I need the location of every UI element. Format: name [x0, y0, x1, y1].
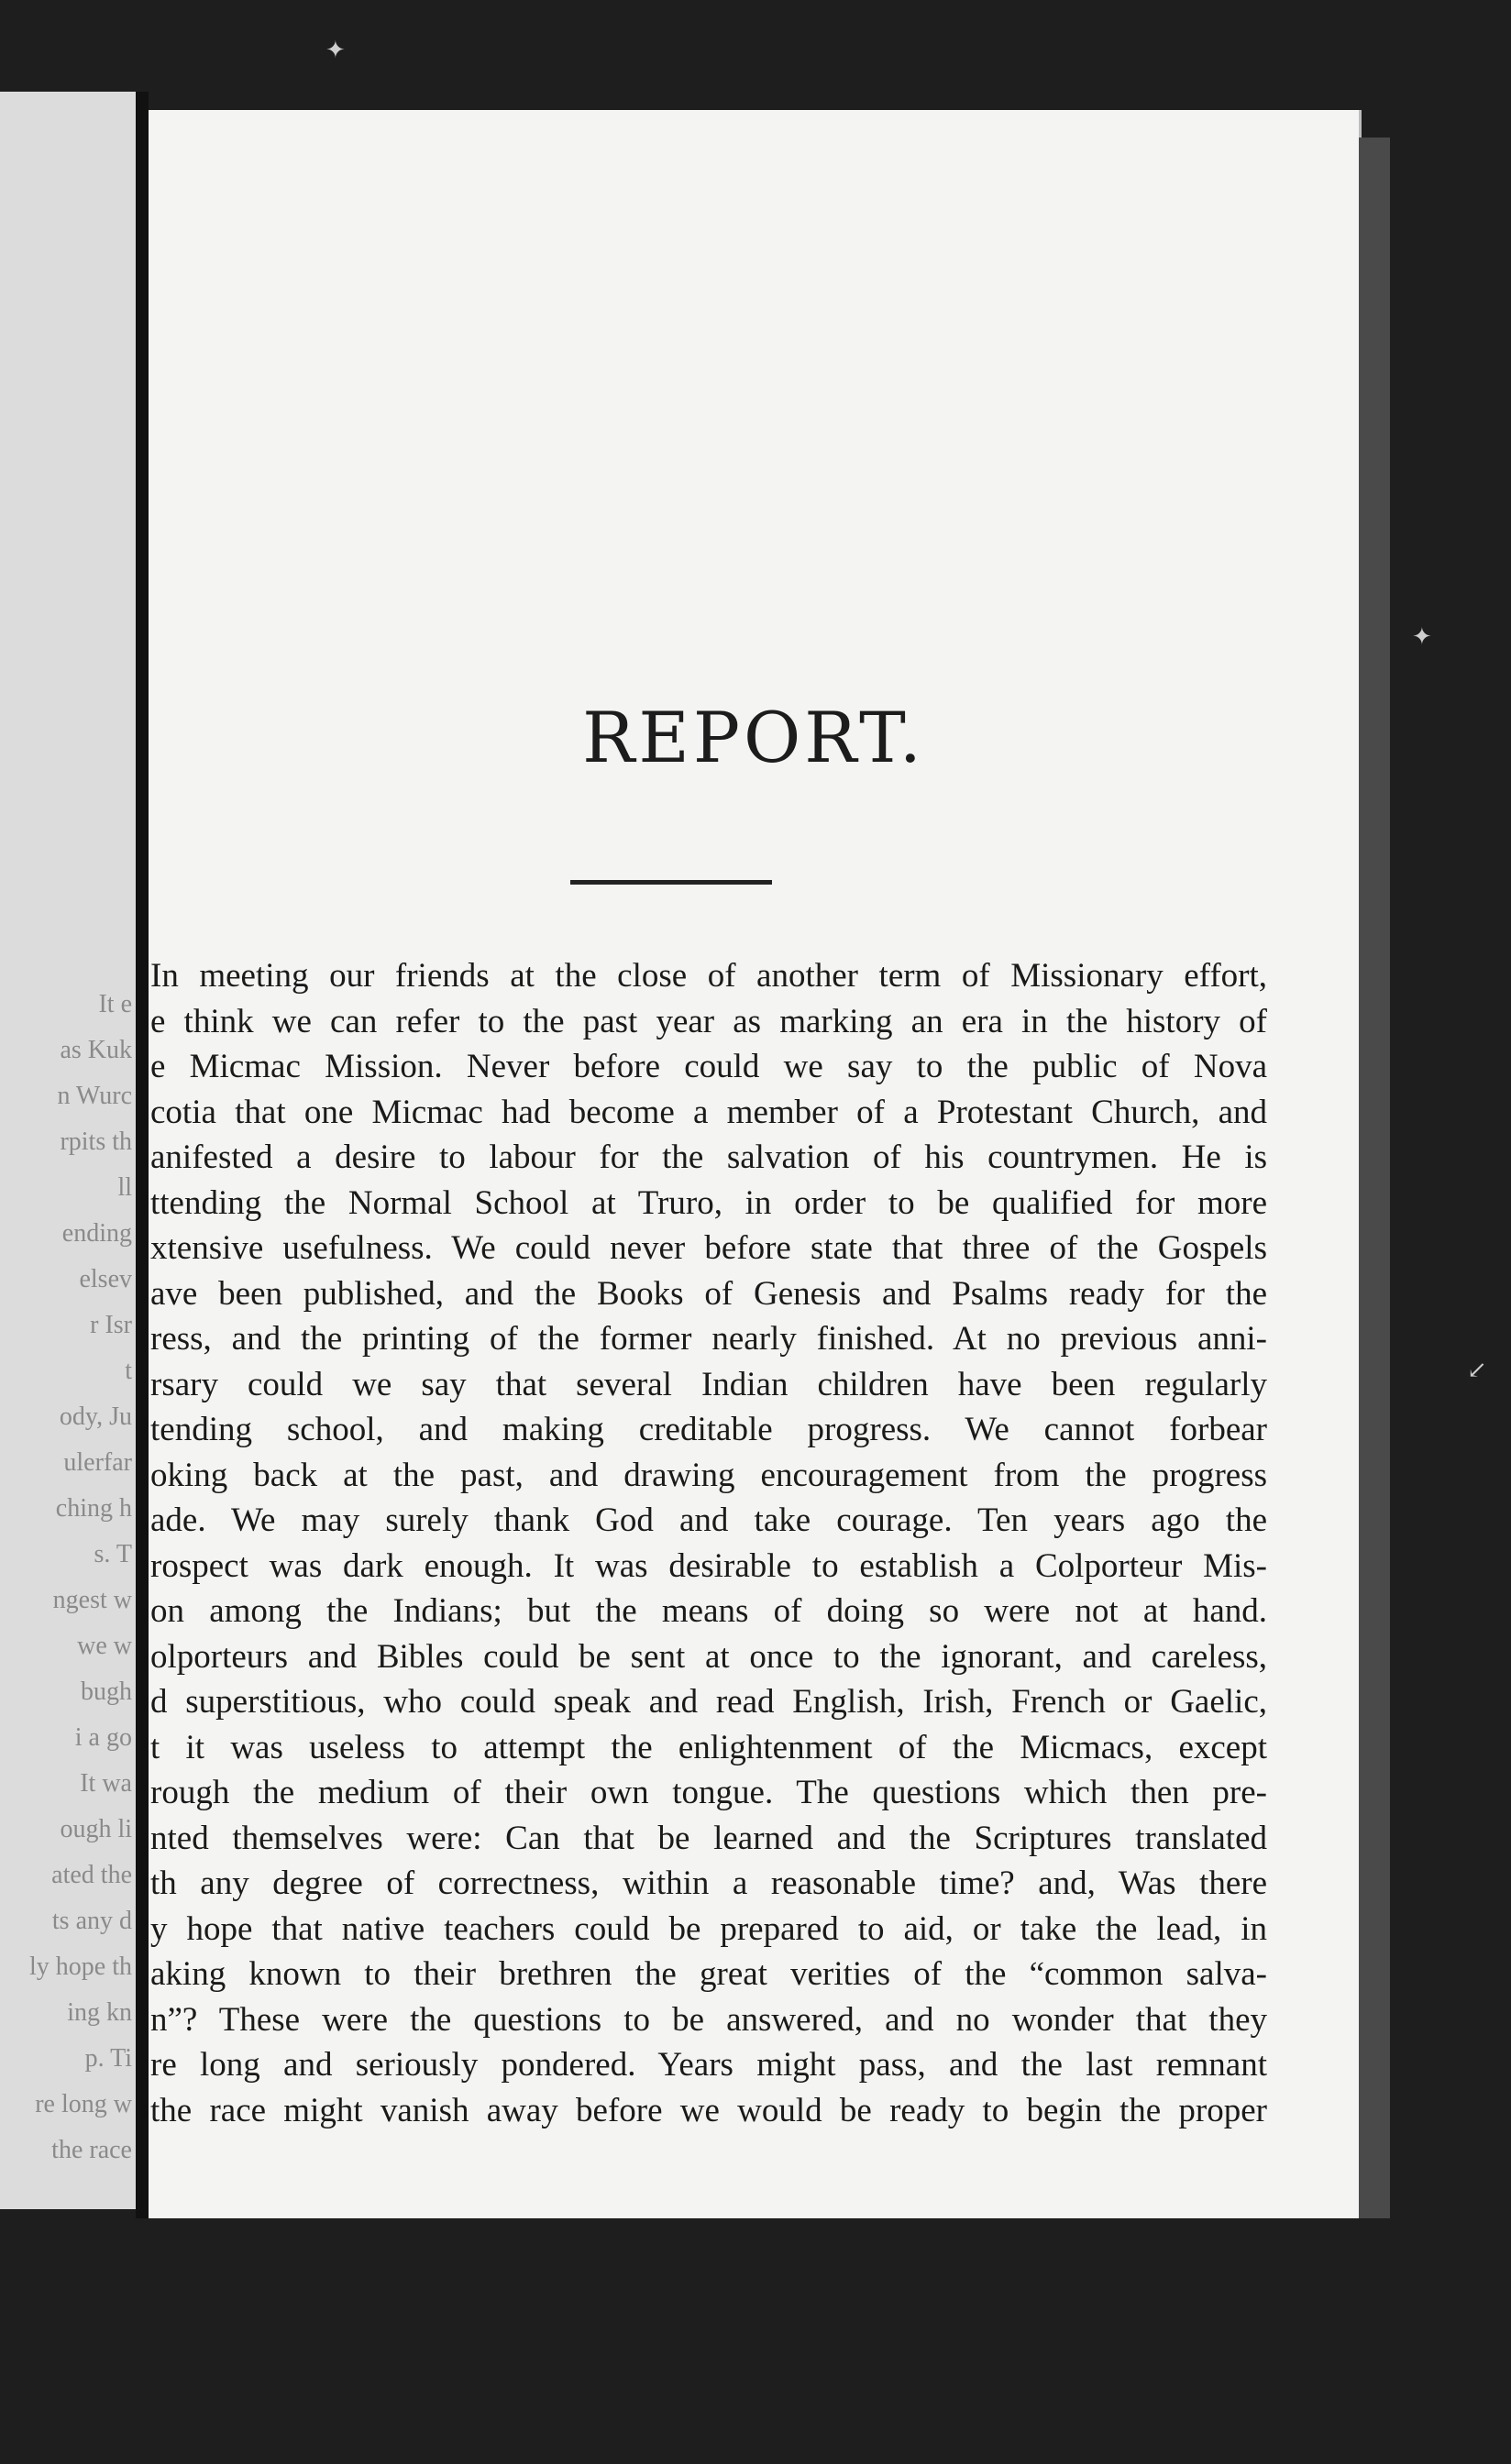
text-line: ttending the Normal School at Truro, in order to be qualified for more	[150, 1183, 1267, 1222]
facing-page-fragment: It wa	[80, 1769, 132, 1798]
facing-page-fragment: p. Ti	[84, 2044, 132, 2073]
report-body	[149, 953, 1267, 2133]
facing-page-fragment: the race	[51, 2136, 132, 2164]
facing-page-fragment: ching h	[55, 1494, 132, 1523]
facing-page-fragment: ts any d	[51, 1907, 132, 1935]
text-line: re long and seriously pondered. Years might pass, and the last remnant	[150, 2046, 1267, 2084]
text-line: nted themselves were: Can that be learned and the Scriptures translated	[150, 1819, 1267, 1857]
text-line: In meeting our friends at the close of another term of Missionary effort,	[150, 957, 1267, 995]
binding-line	[136, 92, 149, 2218]
facing-page-fragment: ing kn	[67, 1998, 132, 2027]
dust-speck: ✦	[1412, 623, 1432, 651]
facing-page-fragment: r Isr	[90, 1311, 132, 1339]
facing-page-fragment: elsev	[79, 1265, 132, 1293]
title-divider	[570, 880, 772, 885]
text-line: y hope that native teachers could be prepared to aid, or take the lead, in	[150, 1909, 1267, 1948]
text-line: rough the medium of their own tongue. The questions which then pre-	[150, 1774, 1267, 1811]
facing-page-fragment: ough li	[60, 1815, 132, 1843]
text-line: e Micmac Mission. Never before could we say to the public of Nova	[150, 1048, 1267, 1085]
text-line: th any degree of correctness, within a reasonable time? and, Was there	[150, 1864, 1267, 1902]
facing-page-fragment: ody, Ju	[59, 1402, 132, 1431]
dust-speck: ✦	[325, 37, 346, 64]
text-line: rsary could we say that several Indian children have been regularly	[150, 1365, 1267, 1403]
text-line: aking known to their brethren the great verities of the “common salva-	[150, 1955, 1267, 1993]
text-line: xtensive usefulness. We could never before state that three of the Gospels	[150, 1229, 1267, 1267]
text-line: olporteurs and Bibles could be sent at once to the ignorant, and careless,	[150, 1637, 1267, 1676]
facing-page-fragment: ulerfar	[63, 1448, 132, 1477]
facing-page-fragment: ngest w	[52, 1586, 132, 1614]
facing-page-fragment: n Wurc	[57, 1082, 132, 1110]
dust-speck: ↙	[1467, 1357, 1487, 1384]
text-line: rospect was dark enough. It was desirable to establish a Colporteur Mis-	[150, 1546, 1267, 1585]
text-line: n”? These were the questions to be answered, and no wonder that they	[150, 2000, 1267, 2039]
facing-page-fragment: ending	[61, 1219, 132, 1248]
page-edge-shadow	[1359, 138, 1390, 2218]
report-page	[149, 110, 1359, 2218]
facing-page-fragment: ll	[117, 1173, 132, 1202]
text-line: e think we can refer to the past year as marking an era in the history of	[150, 1002, 1267, 1040]
text-line: ress, and the printing of the former nearly finished. At no previous anni-	[150, 1320, 1267, 1358]
facing-page-fragment: as Kuk	[60, 1036, 132, 1064]
text-line: t it was useless to attempt the enlightenment of the Micmacs, except	[150, 1728, 1267, 1766]
text-line: the race might vanish away before we would be ready to begin the proper	[150, 2091, 1267, 2129]
facing-page-fragment: ly hope th	[29, 1952, 132, 1981]
facing-page-fragment: re long w	[35, 2090, 132, 2118]
facing-page-fragment: s. T	[94, 1540, 132, 1568]
facing-page-fragment: ated the	[51, 1861, 132, 1889]
facing-page-fragment: we w	[77, 1632, 132, 1660]
facing-page-fragment: bugh	[81, 1678, 132, 1706]
text-line: cotia that one Micmac had become a member of a Protestant Church, and	[150, 1093, 1267, 1131]
text-line: ave been published, and the Books of Genesis and Psalms ready for the	[150, 1274, 1267, 1313]
text-line: tending school, and making creditable progress. We cannot forbear	[150, 1411, 1267, 1448]
facing-page-fragment: t	[125, 1357, 132, 1385]
text-line: anifested a desire to labour for the salvation of his countrymen. He is	[150, 1138, 1267, 1176]
text-line: ade. We may surely thank God and take courage. Ten years ago the	[150, 1502, 1267, 1539]
facing-page-fragment: It e	[98, 990, 132, 1018]
facing-page-fragment: rpits th	[60, 1128, 132, 1156]
page-title: REPORT.	[582, 697, 925, 778]
facing-page-fragment: i a go	[74, 1723, 132, 1752]
text-line: oking back at the past, and drawing encouragement from the progress	[150, 1456, 1267, 1494]
text-line: on among the Indians; but the means of doing so were not at hand.	[150, 1592, 1267, 1630]
facing-page	[0, 92, 138, 2209]
text-line: d superstitious, who could speak and read English, Irish, French or Gaelic,	[150, 1683, 1267, 1721]
